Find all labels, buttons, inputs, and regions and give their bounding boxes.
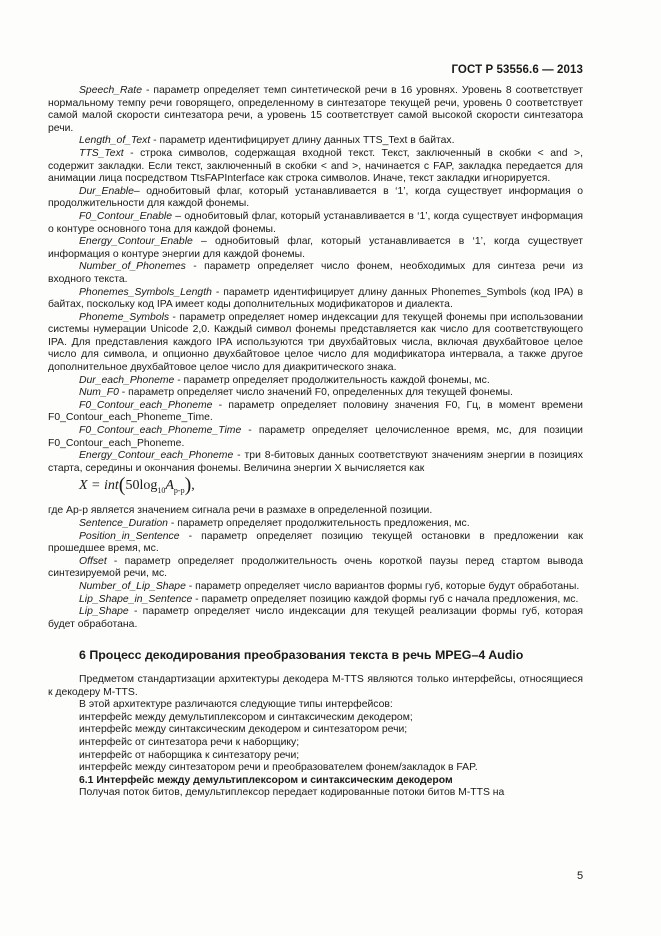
definition-paragraph <box>48 186 583 211</box>
list-item: интерфейс между демультиплексором и синтаксическим декодером; <box>79 711 413 723</box>
definition-text: - параметр определяет позицию каждой формы губ с начала предложения, мс. <box>192 593 579 605</box>
definition-text: – однобитовый флаг, который устанавливается в ‘1’, когда существует информация о контуре энергии для каждой фонемы. <box>48 236 583 260</box>
definition-text: - параметр определяет позицию текущей остановки в предложении как прошедшее время, мс. <box>48 530 583 555</box>
definition-term: Lip_Shape_in_Sentence <box>79 593 193 605</box>
definition-paragraph <box>48 518 583 531</box>
list-item: интерфейс от синтезатора речи к наборщику; <box>79 736 300 748</box>
page-header: ГОСТ Р 53556.6 — 2013 <box>451 64 583 76</box>
definition-paragraph <box>48 425 583 450</box>
document-body <box>48 85 583 800</box>
page-number: 5 <box>577 870 584 882</box>
list-item: интерфейс между синтаксическим декодером и синтезатором речи; <box>79 724 408 736</box>
definition-term: Phoneme_Symbols <box>79 311 170 323</box>
definition-term: Position_in_Sentence <box>79 530 180 542</box>
definition-term: Energy_Contour_Enable <box>79 236 193 248</box>
definition-paragraph <box>48 400 583 425</box>
definition-paragraph <box>48 148 583 186</box>
definition-term: F0_Contour_Enable <box>79 210 173 222</box>
definition-term: Num_F0 <box>79 387 119 399</box>
section-paragraphs <box>48 674 583 712</box>
definition-text: – однобитовый флаг, который устанавливается в ‘1’, когда существует информация о контуре основного тона для каждой фонемы. <box>48 210 583 235</box>
definition-term: F0_Contour_each_Phoneme <box>79 399 213 411</box>
definition-text: - параметр определяет число вариантов формы губ, которые будут обработаны. <box>185 580 580 592</box>
definition-paragraph <box>48 450 583 475</box>
definition-text: - параметр определяет продолжительность очень короткой паузы перед стартом вывода синтезируемой речи, мс. <box>48 555 583 580</box>
subsection-title: 6.1 Интерфейс между демультиплексором и синтаксическим декодером <box>79 774 453 786</box>
definition-text: - параметр определяет число значений F0, определенных для текущей фонемы. <box>118 387 513 399</box>
definition-term: Phonemes_Symbols_Length <box>79 286 212 298</box>
definition-paragraph <box>48 287 583 312</box>
definition-paragraph <box>48 211 583 236</box>
definition-text: - параметр определяет половину значения F0, Гц, в момент времени F0_Contour_each_Phoneme_Time. <box>48 399 583 424</box>
definitions-list <box>48 85 583 475</box>
section-paragraph: Предметом стандартизации архитектуры декодера M-TTS являются только интерфейсы, относящиеся к декодеру M-TTS. <box>48 673 583 698</box>
definition-paragraph <box>48 312 583 375</box>
definition-term: TTS_Text <box>79 147 124 159</box>
definition-term: F0_Contour_each_Phoneme_Time <box>79 425 242 437</box>
definition-term: Lip_Shape <box>79 606 129 618</box>
definition-term: Offset <box>79 555 107 567</box>
definition-paragraph <box>48 556 583 581</box>
definition-term: Number_of_Lip_Shape <box>79 580 186 592</box>
list-item: интерфейс от наборщика к синтезатору речи; <box>79 749 300 761</box>
definition-text: - параметр идентифицирует длину данных Phonemes_Symbols (код IPA) в байтах, поскольку код IPA имеет коды дополнительных модификаторов и диалекта. <box>48 286 583 311</box>
definition-paragraph <box>48 375 583 388</box>
definition-term: Number_of_Phonemes <box>79 261 186 273</box>
definition-paragraph <box>48 387 583 400</box>
definition-paragraph <box>48 581 583 594</box>
definition-text: - параметр определяет продолжительность каждой фонемы, мс. <box>174 374 490 386</box>
definition-term: Sentence_Duration <box>79 518 168 529</box>
definition-text: - параметр определяет целочисленное время, мс, для позиции F0_Contour_each_Phoneme. <box>48 425 583 449</box>
section-paragraph: В этой архитектуре различаются следующие типы интерфейсов: <box>79 699 393 711</box>
definition-paragraph <box>48 594 583 607</box>
definition-term: Speech_Rate <box>79 85 142 96</box>
definition-term: Dur_Enable <box>79 185 134 197</box>
definition-paragraph <box>48 135 583 148</box>
definition-term: Length_of_Text <box>79 135 151 147</box>
list-item: интерфейс между синтезатором речи и преобразователем фонем/закладок в FAP. <box>79 762 478 774</box>
definition-text: - параметр определяет число индексации для текущей реализации формы губ, которая будет обработана. <box>48 606 583 630</box>
definition-text: - три 8-битовых данных соответствуют значениям энергии в позициях старта, середины и окончания фонемы. Величина энергии X вычисляется как <box>48 450 583 474</box>
definition-text: - строка символов, содержащая входной текст. Текст, заключенный в скобки < and >, содержит закладки. Если текст, заключенный в скобки < and >, начинается с FAP, закладка передается для анимации лица посредством TtsFAPInterface как строка символов. Иначе, текст закладки игнорируется. <box>48 147 583 185</box>
definition-paragraph <box>48 606 583 631</box>
definition-term: Energy_Contour_each_Phoneme <box>79 450 234 462</box>
definition-text: - параметр определяет продолжительность предложения, мс. <box>167 518 470 529</box>
definition-term: Dur_each_Phoneme <box>79 374 175 386</box>
section-title: 6 Процесс декодирования преобразования текста в речь MPEG–4 Audio <box>79 648 524 663</box>
definitions-list-2 <box>48 518 583 631</box>
definition-paragraph <box>48 531 583 556</box>
last-paragraph: Получая поток битов, демультиплексор передает кодированные потоки битов M-TTS на <box>79 787 505 799</box>
energy-formula: $X = int(50\log_{10}A_{p-p})$, <box>79 474 195 497</box>
definition-paragraph <box>48 85 583 135</box>
definition-paragraph <box>48 236 583 261</box>
interface-list <box>48 712 583 775</box>
definition-text: - параметр определяет темп синтетической речи в 16 уровнях. Уровень 8 соответствует нормальному темпу речи говорящего, определенному в синтезаторе текущей речи, уровень 0 соответствует самой малой скорости синтезатора речи, а уровень 15 соответствует самой высокой скорости синтезатора речи. <box>48 85 583 134</box>
definition-text: - параметр определяет число фонем, необходимых для синтеза речи из входного текста. <box>48 261 583 285</box>
definition-paragraph <box>48 261 583 286</box>
definition-text: - параметр идентифицирует длину данных TTS_Text в байтах. <box>150 135 455 147</box>
formula-explanation: где Ap-p является значением сигнала речи в размахе в определенной позиции. <box>48 505 433 517</box>
definition-text: - параметр определяет номер индексации для текущей фонемы при использовании системы нумерации Unicode 2,0. Каждый символ фонемы представляется как число для соответствующего IPA. Для представления каждого IPA используются три двухбайтовых числа, включая двухбайтовое целое число для символа, и опционно двухбайтовое целое число для модификатора интервала, а также другое дополнительное двухбайтовое целое число для диакритического знака. <box>48 311 583 374</box>
definition-text: – однобитовый флаг, который устанавливается в ‘1’, когда существует информация о продолжительности для каждой фонемы. <box>48 185 583 210</box>
